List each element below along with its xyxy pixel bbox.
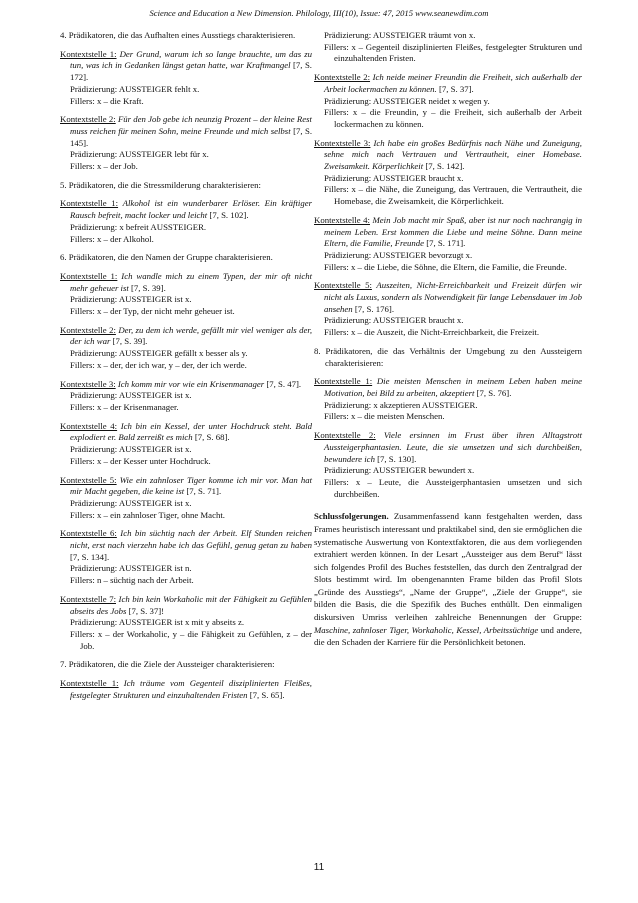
context-ref: [7, S. 37]. bbox=[438, 83, 474, 94]
fillers: Fillers: x – der Krisenmanager. bbox=[70, 401, 179, 412]
context-label: Kontextstelle 2: bbox=[60, 114, 116, 125]
fillers: Fillers: x – der Kesser unter Hochdruck. bbox=[70, 455, 211, 466]
context-ref: [7, S. 71]. bbox=[186, 486, 222, 497]
fillers: Fillers: x – ein zahnloser Tiger, ohne Macht. bbox=[70, 509, 225, 520]
context-label: Kontextstelle 3: bbox=[314, 137, 371, 148]
conclusion-text: Zusammenfassend kann festgehalten werden, dass Frames heuristisch interessant und praktikabel sind, den sie ermöglichen die systematische Auswertung von Kontextfaktoren, die aus dem vorliegenden extrahiert werden können. In der Lesart „Aussteiger aus dem Beruf“ lässt sich folgendes Profil des Buches feststellen, das durch den Zentralgrad der Slots bestimmt wird. Im obengenannten Frame bilden das Profil Slots „Gründe des Ausstiegs“, „Name der Gruppe“, „Ziele der Gruppe“, sie bilden die Basis, die die Spezifik des Buches enthüllt. Den einmaligen diskursiven Umriss verleihen zahlreiche Benennungen der Gruppe: bbox=[314, 511, 582, 623]
context-6-5 bbox=[60, 475, 312, 522]
context-quote: Ich bin süchtig nach der Arbeit. Elf Stunden reichen nicht, erst nach vierzehn habe ich das Gefühl, genug getan zu haben bbox=[70, 528, 313, 551]
context-ref: [7, S. 68]. bbox=[194, 432, 230, 443]
context-4-2 bbox=[60, 114, 312, 173]
list-item-6: 6. Prädikatoren, die den Namen der Gruppe charakterisieren. bbox=[60, 252, 273, 263]
fillers: Fillers: x – der Typ, der nicht mehr geheuer ist. bbox=[70, 306, 235, 317]
context-quote: Viele ersinnen im Frust über ihren Alltagstrott Aussteigerphantasien. Leute, die sie umsetzen und sich durchbeißen, bewundere ich bbox=[324, 430, 582, 464]
predication: Prädizierung: AUSSTEIGER braucht x. bbox=[324, 315, 464, 326]
context-label: Kontextstelle 2: bbox=[60, 324, 116, 335]
conclusion-paragraph bbox=[314, 510, 582, 649]
context-label: Kontextstelle 1: bbox=[314, 376, 373, 387]
fillers: Fillers: n – süchtig nach der Arbeit. bbox=[70, 575, 194, 586]
context-quote: Ich bin kein Workaholic mit der Fähigkeit zu Gefühlen abseits des Jobs bbox=[70, 593, 312, 616]
fillers: Fillers: x – die Nähe, die Zuneigung, das Vertrauen, die Vertrautheit, die Homebase, die Zweisamkeit, die Körperlichkeit. bbox=[324, 184, 582, 207]
fillers: Fillers: x – der, der ich war, y – der, der ich werde. bbox=[70, 359, 247, 370]
conclusion-heading: Schlussfolgerungen. bbox=[314, 511, 389, 522]
context-quote: Wie ein zahnloser Tiger komme ich mir vor. Man hat mir Macht gegeben, die keine ist bbox=[70, 474, 313, 497]
context-6-6 bbox=[60, 528, 312, 587]
fillers: Fillers: x – die Kraft. bbox=[70, 95, 144, 106]
predication: Prädizierung: AUSSTEIGER träumt von x. bbox=[324, 30, 476, 40]
predication: Prädizierung: AUSSTEIGER gefällt x besser als y. bbox=[70, 348, 248, 359]
context-ref: [7, S. 172]. bbox=[70, 60, 312, 83]
context-label: Kontextstelle 5: bbox=[60, 474, 117, 485]
predication: Prädizierung: AUSSTEIGER bewundert x. bbox=[324, 465, 475, 476]
context-ref: [7, S. 39]. bbox=[112, 336, 148, 347]
context-quote: Der, zu dem ich werde, gefällt mir viel weniger als der, der ich war bbox=[70, 324, 313, 347]
context-6-2 bbox=[60, 325, 312, 372]
predication: Prädizierung: AUSSTEIGER fehlt x. bbox=[70, 83, 200, 94]
context-ref: [7, S. 39]. bbox=[131, 282, 166, 293]
context-quote: Ich wandle mich zu einem Typen, der mir oft nicht mehr geheuer ist bbox=[70, 270, 313, 293]
context-7-1-continued bbox=[314, 30, 582, 65]
fillers: Fillers: x – die Liebe, die Söhne, die Eltern, die Familie, die Freunde. bbox=[324, 261, 567, 272]
context-quote: Ich komm mir vor wie ein Krisenmanager bbox=[117, 378, 265, 389]
context-ref: [7, S. 130]. bbox=[377, 453, 417, 464]
list-item-5: 5. Prädikatoren, die die Stressmilderung charakterisieren: bbox=[60, 179, 261, 190]
context-7-1 bbox=[60, 678, 312, 701]
context-ref: [7, S. 142]. bbox=[425, 161, 465, 172]
predication: Prädizierung: AUSSTEIGER ist x mit y abseits z. bbox=[70, 617, 245, 628]
conclusion-text-end: und andere, die den Schaden der Karriere für die Persönlichkeit betonen. bbox=[314, 624, 582, 648]
context-quote: Ich träume vom Gegenteil disziplinierten Fleißes, festgelegter Strukturen und einzuhaltenden Fristen bbox=[70, 678, 312, 700]
context-7-3 bbox=[314, 138, 582, 208]
context-6-4 bbox=[60, 421, 312, 468]
list-item-7: 7. Prädikatoren, die die Ziele der Aussteiger charakterisieren: bbox=[60, 659, 275, 670]
predication: Prädizierung: x akzeptieren AUSSTEIGER. bbox=[324, 399, 478, 410]
context-7-4 bbox=[314, 215, 582, 274]
predication: Prädizierung: AUSSTEIGER ist x. bbox=[70, 444, 192, 455]
context-ref: [7, S. 176]. bbox=[354, 303, 395, 314]
fillers: Fillers: x – der Job. bbox=[70, 161, 138, 172]
context-label: Kontextstelle 5: bbox=[314, 280, 372, 291]
context-8-2 bbox=[314, 430, 582, 500]
context-5-1 bbox=[60, 198, 312, 245]
context-ref: [7, S. 171]. bbox=[426, 238, 466, 249]
fillers: Fillers: x – Leute, die Aussteigerphantasien umsetzen und sich durchbeißen. bbox=[324, 476, 582, 499]
predication: Prädizierung: AUSSTEIGER ist x. bbox=[70, 497, 192, 508]
context-4-1 bbox=[60, 49, 312, 108]
context-ref: [7, S. 47]. bbox=[266, 378, 302, 389]
fillers: Fillers: x – die meisten Menschen. bbox=[324, 411, 445, 422]
context-ref: [7, S. 145]. bbox=[70, 125, 313, 148]
fillers: Fillers: x – der Workaholic, y – die Fähigkeit zu Gefühlen, z – der Job. bbox=[70, 628, 312, 651]
context-ref: [7, S. 76]. bbox=[476, 387, 512, 398]
context-quote: Der Grund, warum ich so lange brauchte, um das zu tun, was ich in Gedanken längst getan hatte, war Kraftmangel bbox=[70, 48, 312, 71]
context-quote: Ich habe ein großes Bedürfnis nach Nähe und Zuneigung, sehne mich nach Vertrauen und Vertrautheit, einer Homebase. Zweisamkeit. Körperlichkeit bbox=[324, 137, 582, 172]
journal-header: Science and Education a New Dimension. Philology, III(10), Issue: 47, 2015 www.seanewdim.com bbox=[149, 8, 489, 18]
context-7-2 bbox=[314, 72, 582, 131]
context-label: Kontextstelle 1: bbox=[60, 198, 119, 209]
list-item-8: 8. Prädikatoren, die das Verhältnis der Umgebung zu den Aussteigern charakterisieren: bbox=[314, 345, 582, 368]
context-quote: Die meisten Menschen in meinem Leben haben meine Motivation, bei Bild zu arbeiten, akzeptiert bbox=[324, 376, 583, 398]
context-label: Kontextstelle 4: bbox=[60, 420, 118, 431]
context-quote: Für den Job gebe ich neunzig Prozent – der kleine Rest muss reichen für meinen Sohn, meine Freunde und mich selbst bbox=[70, 114, 312, 136]
context-quote: Ich bin ein Kessel, der unter Hochdruck steht. Bald explodiert er. Bald zerreißt es mich bbox=[70, 420, 313, 443]
context-ref: [7, S. 37]! bbox=[128, 605, 165, 616]
predication: Prädizierung: AUSSTEIGER ist x. bbox=[70, 390, 192, 401]
predication: Prädizierung: AUSSTEIGER neidet x wegen y. bbox=[324, 95, 490, 106]
context-ref: [7, S. 102]. bbox=[209, 210, 249, 221]
context-ref: [7, S. 65]. bbox=[249, 689, 285, 700]
context-quote: Auszeiten, Nicht-Erreichbarkeit und Freizeit dürfen wir nicht als Luxus, sondern als Notwendigkeit für lange Lebensdauer im Job ansehen bbox=[324, 280, 582, 314]
context-label: Kontextstelle 2: bbox=[314, 430, 376, 441]
predication: Prädizierung: x befreit AUSSTEIGER. bbox=[70, 221, 207, 232]
fillers: Fillers: x – die Auszeit, die Nicht-Erreichbarkeit, die Freizeit. bbox=[324, 327, 540, 338]
context-quote: Alkohol ist ein wunderbarer Erlöser. Ein kräftiger Rausch befreit, macht locker und leicht bbox=[70, 198, 312, 221]
context-label: Kontextstelle 4: bbox=[314, 214, 370, 225]
conclusion-names: Maschine, zahnloser Tiger, Workaholic, Kessel, Arbeitssüchtige bbox=[314, 624, 539, 635]
fillers: Fillers: x – die Freundin, y – die Freiheit, sich außerhalb der Arbeit lockermachen zu können. bbox=[324, 107, 582, 129]
predication: Prädizierung: AUSSTEIGER bevorzugt x. bbox=[324, 249, 473, 260]
context-7-5 bbox=[314, 280, 582, 339]
context-label: Kontextstelle 1: bbox=[60, 678, 119, 689]
context-label: Kontextstelle 7: bbox=[60, 593, 116, 604]
context-8-1 bbox=[314, 376, 582, 423]
left-column bbox=[60, 30, 312, 701]
context-label: Kontextstelle 3: bbox=[60, 378, 116, 389]
context-6-7 bbox=[60, 594, 312, 653]
context-quote: Mein Job macht mir Spaß, aber ist nur noch nachrangig in meinem Leben. Erst kommen die Liebe und meine Söhne. Dann meine Eltern, die Familie, Freunde bbox=[324, 214, 582, 249]
context-6-3 bbox=[60, 379, 312, 414]
context-ref: [7, S. 134]. bbox=[70, 551, 110, 562]
page-number: 11 bbox=[313, 862, 325, 873]
list-item-4: 4. Prädikatoren, die das Aufhalten eines Ausstiegs charakterisieren. bbox=[60, 30, 296, 40]
context-6-1 bbox=[60, 271, 312, 318]
context-quote: Ich neide meiner Freundin die Freiheit, sich außerhalb der Arbeit lockermachen zu können. bbox=[324, 72, 583, 94]
predication: Prädizierung: AUSSTEIGER braucht x. bbox=[324, 172, 464, 183]
context-label: Kontextstelle 1: bbox=[60, 270, 118, 281]
context-label: Kontextstelle 2: bbox=[314, 72, 371, 83]
context-label: Kontextstelle 6: bbox=[60, 528, 117, 539]
fillers: Fillers: x – Gegenteil disziplinierten Fleißes, festgelegter Strukturen und einzuhaltenden Fristen. bbox=[324, 41, 582, 64]
predication: Prädizierung: AUSSTEIGER ist x. bbox=[70, 294, 192, 305]
predication: Prädizierung: AUSSTEIGER lebt für x. bbox=[70, 149, 209, 160]
predication: Prädizierung: AUSSTEIGER ist n. bbox=[70, 563, 192, 574]
fillers: Fillers: x – der Alkohol. bbox=[70, 233, 154, 244]
right-column bbox=[314, 30, 582, 649]
context-label: Kontextstelle 1: bbox=[60, 48, 117, 59]
